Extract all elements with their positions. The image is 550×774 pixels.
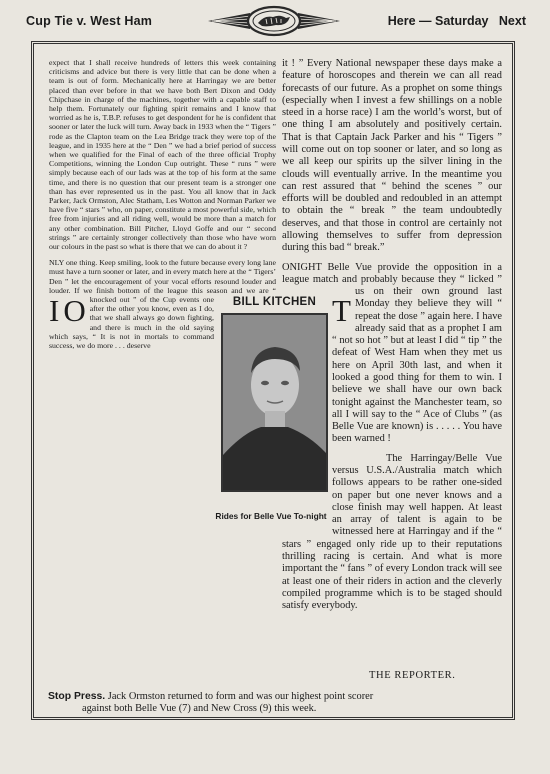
- photo-caption: Rides for Belle Vue To-night: [215, 511, 327, 521]
- article-signature: THE REPORTER.: [369, 670, 456, 681]
- photo-wrap-spacer: [214, 534, 276, 774]
- article-paragraph: [282, 58, 502, 255]
- photo-title: BILL KITCHEN: [232, 296, 317, 308]
- header-fixture: Cup Tie v. West Ham: [26, 14, 153, 28]
- stop-press: [48, 691, 508, 715]
- header-next-meeting: Here — Saturday Next: [387, 14, 526, 28]
- rider-portrait-icon: [223, 315, 326, 490]
- page-header: [0, 0, 550, 40]
- paragraph-text: it ! ” Every National newspaper these days make a feature of horoscopes and therein we can all read forecasts of our future. As a prophet on some things (especially when I invest a few shillings on a noble steed in a horse race) I am the world’s worst, but of one thing I am absolutely and positively certain. That is that Captain Jack Parker and his “ Tigers ” will come out on top sooner or later, and so long as we all keep our spirits up the silver lining in the clouds will eventually arrive. In the meantime you can rest assured that “ behind the scenes ” our efforts will be doubled and redoubled in an attempt to obtain the “ break ” the team undoubtedly deserves, and that those in control are certainly not allowing themselves to suffer from depression during this bad “ break.”: [282, 58, 502, 254]
- paragraph-text: NLY one thing. Keep smiling, look to the future because every long lane must have a turn sooner or later, and in every match here at the “ Tigers’ Den ” let the encouragement of your vocal efforts resound louder and louder. If we finish bottom of the league this season and we are “ knocked out ” of the Cup events one after the other you know, even as I do, that we shall always go down fighting, and there is much in the old saying which says, “ It is not in mortals to command success, we do more . . . deserve: [49, 258, 276, 351]
- photo-panel: [221, 296, 328, 492]
- drop-cap: T: [332, 293, 351, 328]
- drop-cap: O: [63, 293, 86, 328]
- drop-cap: I: [49, 293, 60, 328]
- stop-press-label: Stop Press.: [48, 691, 106, 702]
- paragraph-text: expect that I shall receive hundreds of letters this week containing criticisms and advice but there is very little that can be done when a team is out of form. Mechanically here at Harringay we are better placed than ever before in that we have both Bert Dixon and Oddy Chipchase in charge of the machines, together with a capable staff to help them. Fortunately our fighting spirit remains and I know that worried as he is, T.B.P. refuses to get despondent for he is confident that sooner or later the luck will turn. Away back in 1933 when the “ Tigers ” rode as the Clapton team on the Lea Bridge track they were top of the league, and in 1935 here at the “ Den ” we had a brief period of success when we qualified for the Final of each of the three official Trophy Competitions, winning the London Cup outright. These “ runs ” were simply because each of our lads was at the top of his form at the same time, and there is no question that our present team is a stronger one than has ever represented us in the past. You all know that in Jack Parker, Jack Ormston, Alec Statham, Les Wotton and Norman Parker we have five “ stars ” who, on paper, constitute a most powerful side, which free from injuries and all riding well, would be more than a match for any other combination. Bill Pitcher, Lloyd Goffe and our “ second strings ” are certainly stronger collectively than those who have worn our colours in the past so what is there that we can do about it ?: [49, 58, 276, 252]
- paragraph-text: ONIGHT Belle Vue provide the opposition in a league match and probably because they “ licked ” us on their own ground last Monday they believe they will “ repeat the dose ” again here. I have already said that as a prophet I am “ not so hot ” but at least I did “ tip ” the defeat of West Ham when they met us here on April 30th last, and when it looked a good thing for them to win. I believe we shall have our own back tonight against the Manchester team, so all I will say to the “ Ace of Clubs ” (as Belle Vue are known) is . . . . . You have been warned !: [282, 261, 502, 445]
- paragraph-text: The Harringay/Belle Vue versus U.S.A./Australia match which follows appears to be rather one-sided on paper but one never knows and a close finish may well happen. At least an array of talent is again to be witnessed here at Harringay and if the “ stars ” engaged only ride up to their reputations thrilling racing is certain. And what is more important the “ fans ” of every London track will see at least one of their riders in action and the cleverly compiled programme which is to be staged should satisfy everybody.: [282, 452, 502, 612]
- rider-portrait: [221, 313, 328, 492]
- stop-press-line-1: Jack Ormston returned to form and was our highest point scorer: [105, 691, 374, 702]
- tiger-winged-emblem-icon: [206, 4, 342, 38]
- stop-press-line-2: against both Belle Vue (7) and New Cross (9) this week.: [82, 703, 317, 714]
